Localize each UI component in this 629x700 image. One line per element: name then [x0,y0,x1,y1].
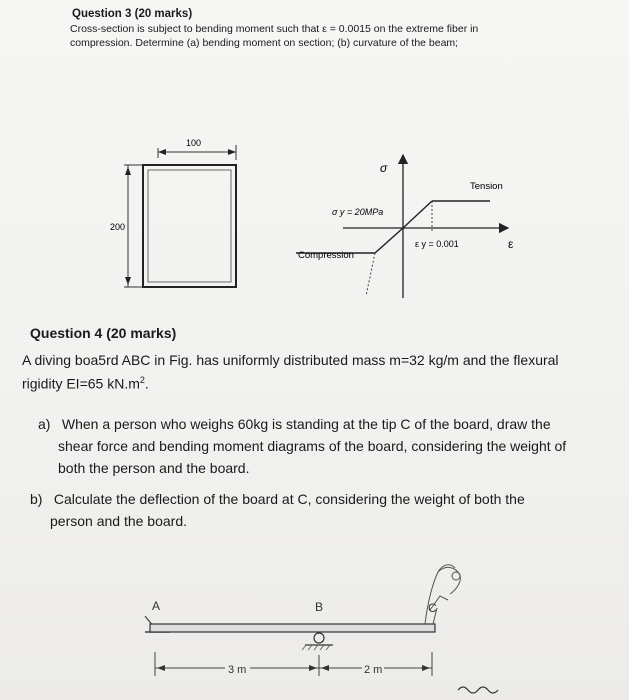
question-3-line-1: Cross-section is subject to bending moment such that ε = 0.0015 on the extreme fiber in [70,23,479,35]
part-b-label: b) [30,491,43,507]
dim-bc-label: 2 m [364,664,383,676]
question-3-line-2: compression. Determine (a) bending moment on section; (b) curvature of the beam; [70,37,459,49]
part-b-line-1: Calculate the deflection of the board at C, considering the weight of both the [53,491,525,507]
cross-section-figure [110,138,236,287]
water-squiggle [458,687,498,693]
tension-label: Tension [470,181,503,192]
question-4-intro [22,350,612,394]
diving-board [150,624,435,632]
yield-strain-label: ε y = 0.001 [415,239,459,249]
cross-section-rect [143,165,236,287]
question-3-title: Question 3 (20 marks) [72,8,193,20]
label-c: C [428,601,437,615]
sigma-label: σ [380,161,388,175]
dim-ab-label: 3 m [228,664,247,676]
stress-strain-figure [296,155,514,298]
label-b: B [315,600,324,614]
part-a-line-2: shear force and bending moment diagrams of the board, considering the weight of [58,438,567,454]
label-a: A [152,599,161,613]
part-a-label: a) [38,416,51,432]
question-4-intro-line-2: rigidity EI=65 $kN.m^2$. [22,375,149,392]
width-label: 100 [186,138,202,148]
diving-board-figure [145,565,498,693]
question-4-intro-line-1: A diving boa5rd ABC in Fig. has uniformly distributed mass m=32 kg/m and the flexural [22,352,559,368]
part-a-line-1: When a person who weighs 60kg is standing at the tip C of the board, draw the [61,416,551,432]
epsilon-label: ε [508,237,514,251]
question-4-part-a [38,413,618,479]
compression-label: Compression [298,250,354,261]
question-4-title: Question 4 (20 marks) [30,325,177,341]
part-a-line-3: both the person and the board. [58,460,250,476]
yield-stress-label: σ y = 20MPa [332,207,384,217]
cross-section-inner [148,170,231,282]
question-4-part-b [30,488,620,532]
roller-support [314,633,324,643]
part-b-line-2: person and the board. [50,513,187,529]
diver-sketch [425,565,460,624]
height-label: 200 [110,222,126,232]
